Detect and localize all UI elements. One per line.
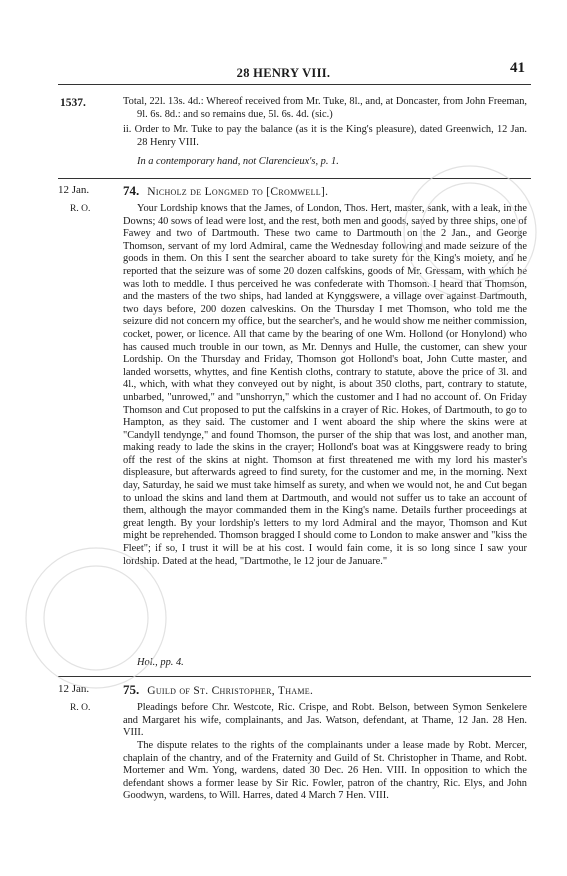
year-label: 1537. [60, 97, 86, 109]
entry75-heading [123, 682, 527, 698]
entry-rule-2 [58, 676, 531, 677]
entry75-date: 12 Jan. [58, 683, 90, 695]
entry75-source: R. O. [70, 703, 91, 713]
header-rule [58, 84, 531, 85]
entry74-note: Hol., pp. 4. [137, 657, 184, 668]
entry75-number: 75. [123, 682, 140, 697]
entry74-source: R. O. [70, 204, 91, 214]
entry-rule-1 [58, 178, 531, 179]
running-title: 28 HENRY VIII. [236, 66, 331, 80]
intro-note: In a contemporary hand, not Clarencieux's, p. 1. [137, 156, 339, 167]
entry74-date: 12 Jan. [58, 184, 90, 196]
entry75-para1: Pleadings before Chr. Westcote, Ric. Crispe, and Robt. Belson, between Symon Senkelere and Margaret his wife, complainants, and Jas. Watson, defendant, at Thame, 12 Jan. 28 Hen. VIII. [123, 702, 527, 739]
page-number: 41 [510, 60, 525, 76]
entry75-title: Guild of St. Christopher, Thame. [147, 685, 314, 697]
entry74-text: Your Lordship knows that the James, of London, Thos. Hert, master, sank, with a leak, in the Downs; 40 sows of lead were lost, and the rest, both men and goods, saved by three ships, one of Fawey and two of Dartmouth. These two came to Dartmouth on the 2 Jan., and George Thomson, servant of my lord Admiral, came the Wednesday following and made seizure of the goods in them. On this I sent the searcher aboard to take surety for the King's moiety, and he reported that the seizure was of some 20 dozen calfskins, goods of Mr. Gressam, with which he was loth to meddle. I thus perceived he was confederate with Thomson. I heard that Thomson, and the masters of the two ships, had landed at Kynggswere, a village over against Dartmouth, two days before, 200 dozen calveskins. On the Thursday I met Thomson, who told me the seizure did not concern my office, but the searcher's, and he would show me neither commission, cocket, power, or licence. All that came by the bearing of one Wm. Hollond (or Honylond) who has caused much trouble in our town, as Mr. Dennys and Hulle, the customer, can shew your Lordship. On the Thursday and Friday, Thomson got Hollond's boat, John Cutte master, and landed worsetts, whyttes, and fine Kentish cloths, contrary to statute, above the price of 3l. and 4l., which, with what they conveyed out by night, is about 350 cloths, part, contrary to statute, unbarbed, "unrowed," and "unshorryn," which the customer and I had no account of. On Friday Thomson and Cut proposed to put the calfskins in a crayer of Ric. Hokes, of Dartmouth, to go to Hampton, as they said. The customer and I went aboard the ship where the skins were at "Candyll tendynge," and found Thomson, the purser of the ship that was lost, and another man, making ready to lade the skins in the crayer; Hollond's boat was at Kinggswere ready to bring off the rest of the skins at night. Thomson at first threatened me with my lord his master's displeasure, but afterwards agreed to find surety, for the customer and me, in the morning. Next day, Saturday, he said we must take himself as surety, and when we would not, he and Cut began to unload the skins and land them at Dartmouth, and would not suffer us to take an account of them, although the mayor commanded them in the King's name. Details further proceedings at great length. By your lordship's letters to my lord Admiral and the mayor, Thomson and Kut might be reprehended. Thomson bragged I should come to London to make answer and "kiss the Fleet"; if so, I trust it will be at his cost. I would fain come, it is so long since I saw your lordship. Dated at the head, "Dartmothe, le 12 jour de Januare." [123, 203, 527, 567]
total-line: Total, 22l. 13s. 4d.: Whereof received from Mr. Tuke, 8l., and, at Doncaster, from John Freeman, 9l. 6s. 8d.: and so remains due, 5l. 6s. 4d. (sic.) [123, 96, 527, 120]
intro-block [123, 96, 527, 149]
entry74-number: 74. [123, 183, 140, 198]
order-line: ii. Order to Mr. Tuke to pay the balance (as it is the King's pleasure), dated Greenwich, 12 Jan. 28 Henry VIII. [123, 124, 527, 148]
entry74-title: Nicholz de Longmed to [Cromwell]. [147, 186, 329, 198]
entry74-heading [123, 183, 527, 199]
entry75-para2: The dispute relates to the rights of the complainants under a lease made by Robt. Mercer, chaplain of the chantry, and of the Fraternity and Guild of St. Christopher in Thame, and Robt. Mortemer and Wm. Yong, wardens, dated 30 Dec. 26 Hen. VIII. In opposition to which the defendant shows a former lease by Sir Ric. Fowler, patron of the chantry, Ric. Elys, and John Goodwyn, wardens, to Will. Harres, dated 4 March 7 Hen. VIII. [123, 740, 527, 802]
